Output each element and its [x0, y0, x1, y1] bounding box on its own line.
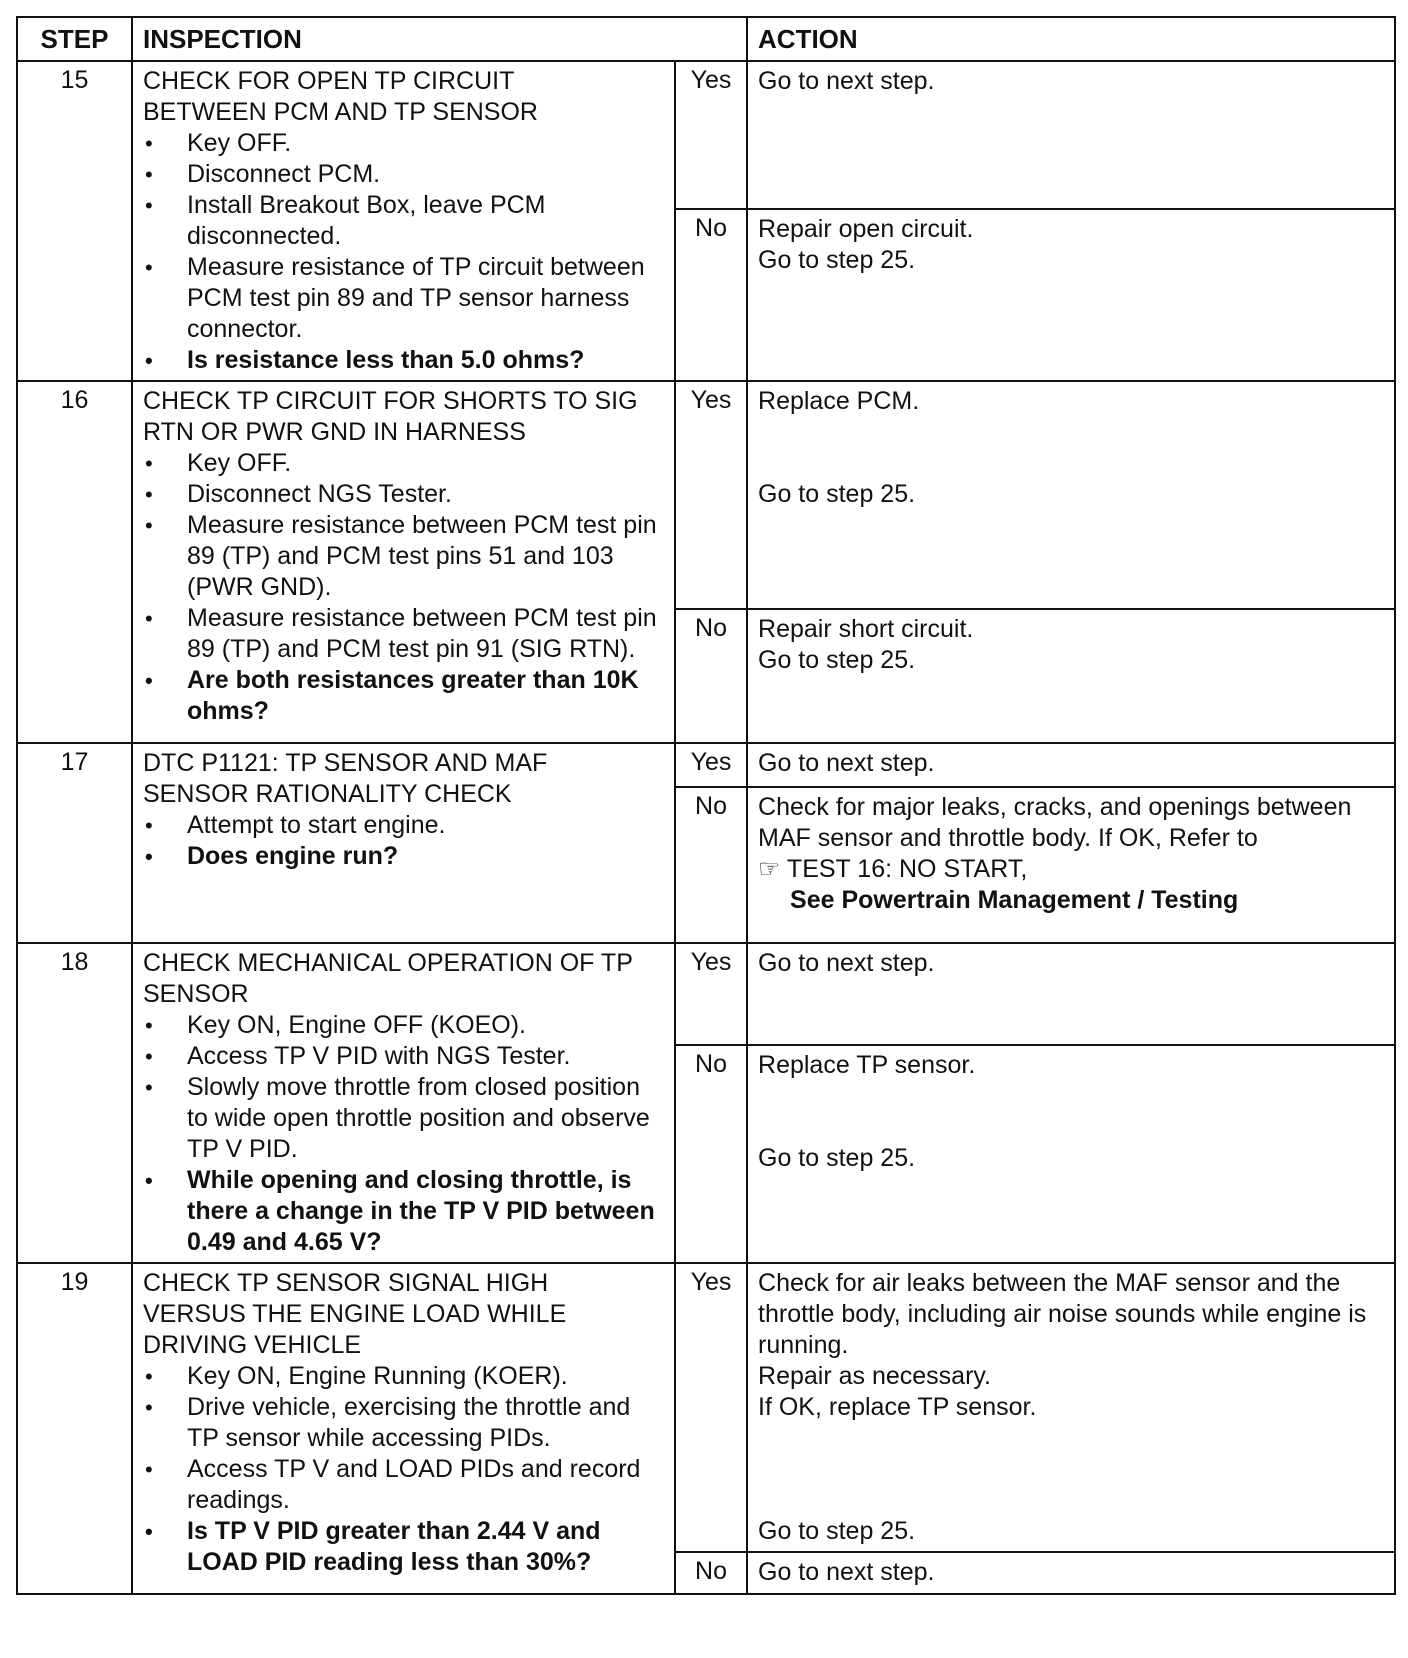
reference-bold: See Powertrain Management / Testing — [790, 886, 1239, 914]
inspection-title: CHECK TP SENSOR SIGNAL HIGH — [143, 1269, 549, 1297]
bullet-item: • Access TP V and LOAD PIDs and record readings. — [143, 1454, 666, 1516]
bullet-item: • Key ON, Engine OFF (KOEO). — [143, 1010, 666, 1041]
spacer — [758, 1485, 1386, 1516]
step-16-yes-row — [17, 381, 1395, 609]
yes-label: Yes — [675, 1263, 747, 1552]
yes-action-cell — [747, 943, 1395, 1045]
no-label: No — [675, 1552, 747, 1594]
bullet-question: • Does engine run? — [143, 841, 666, 872]
action-line: Go to next step. — [758, 67, 935, 95]
bullet-question: • Are both resistances greater than 10K ohms? — [143, 665, 666, 727]
spacer — [758, 1454, 1386, 1485]
bullet-question: • Is resistance less than 5.0 ohms? — [143, 345, 666, 376]
bullet-item: • Disconnect PCM. — [143, 159, 666, 190]
action-line: Repair as necessary. — [758, 1362, 991, 1390]
action-line: Go to step 25. — [758, 245, 916, 274]
yes-action-cell — [747, 61, 1395, 209]
yes-label: Yes — [675, 743, 747, 787]
bullet-item: • Disconnect NGS Tester. — [143, 479, 666, 510]
no-label: No — [675, 209, 747, 381]
bullet-item: • Measure resistance between PCM test pin 89 (TP) and PCM test pins 51 and 103 (PWR GND). — [143, 510, 666, 603]
table-header-row — [17, 17, 1395, 61]
step-18-yes-row — [17, 943, 1395, 1045]
bullet-item: • Install Breakout Box, leave PCM disconnected. — [143, 190, 666, 252]
no-label: No — [675, 609, 747, 743]
inspection-title: SENSOR — [143, 980, 249, 1008]
bullet-list — [143, 128, 666, 376]
inspection-title: DTC P1121: TP SENSOR AND MAF — [143, 749, 548, 777]
yes-label: Yes — [675, 943, 747, 1045]
bullet-question: • Is TP V PID greater than 2.44 V and LOAD PID reading less than 30%? — [143, 1516, 666, 1578]
bullet-item: • Measure resistance of TP circuit between PCM test pin 89 and TP sensor harness connector. — [143, 252, 666, 345]
action-line: Go to step 25. — [758, 646, 916, 674]
inspection-title: CHECK TP CIRCUIT FOR SHORTS TO SIG — [143, 387, 638, 415]
no-action-cell — [747, 1045, 1395, 1263]
bullet-item: • Key OFF. — [143, 128, 666, 159]
inspection-title: CHECK MECHANICAL OPERATION OF TP — [143, 949, 633, 977]
inspection-cell — [132, 61, 675, 381]
action-line: Check for major leaks, cracks, and openings between MAF sensor and throttle body. If OK, Refer to — [758, 793, 1352, 852]
inspection-title: BETWEEN PCM AND TP SENSOR — [143, 98, 538, 126]
spacer — [758, 448, 1386, 479]
step-17-yes-row — [17, 743, 1395, 787]
inspection-title: VERSUS THE ENGINE LOAD WHILE — [143, 1300, 567, 1328]
inspection-cell — [132, 743, 675, 943]
yes-label: Yes — [675, 381, 747, 609]
step-19-yes-row — [17, 1263, 1395, 1552]
inspection-cell — [132, 381, 675, 743]
action-line: Go to step 25. — [758, 480, 916, 508]
bullet-item: • Key OFF. — [143, 448, 666, 479]
header-step: STEP — [17, 17, 132, 61]
step-number: 19 — [17, 1263, 132, 1594]
action-line: Replace TP sensor. — [758, 1050, 976, 1079]
bullet-question: • While opening and closing throttle, is there a change in the TP V PID between 0.49 and 4.65 V? — [143, 1165, 666, 1258]
diagnostic-table — [16, 16, 1396, 1595]
header-action: ACTION — [747, 17, 1395, 61]
step-number: 18 — [17, 943, 132, 1263]
no-action-cell — [747, 609, 1395, 743]
inspection-cell — [132, 943, 675, 1263]
no-label: No — [675, 1045, 747, 1263]
spacer — [758, 1112, 1386, 1143]
action-line: Repair short circuit. — [758, 615, 974, 643]
bullet-item: • Access TP V PID with NGS Tester. — [143, 1041, 666, 1072]
no-action-cell — [747, 787, 1395, 943]
yes-action-cell — [747, 743, 1395, 787]
bullet-list — [143, 1010, 666, 1258]
action-line: Go to step 25. — [758, 1143, 916, 1172]
action-line: Replace PCM. — [758, 387, 920, 415]
action-line: Go to next step. — [758, 749, 935, 777]
yes-action-cell — [747, 381, 1395, 609]
inspection-title: SENSOR RATIONALITY CHECK — [143, 780, 512, 808]
inspection-title: RTN OR PWR GND IN HARNESS — [143, 418, 526, 446]
bullet-list — [143, 1361, 666, 1578]
spacer — [758, 1423, 1386, 1454]
reference-link[interactable]: ☞ TEST 16: NO START, — [758, 855, 1028, 883]
yes-action-cell — [747, 1263, 1395, 1552]
bullet-item: • Attempt to start engine. — [143, 810, 666, 841]
bullet-item: • Drive vehicle, exercising the throttle and TP sensor while accessing PIDs. — [143, 1392, 666, 1454]
inspection-title: CHECK FOR OPEN TP CIRCUIT — [143, 67, 515, 95]
step-number: 16 — [17, 381, 132, 743]
bullet-list — [143, 810, 666, 872]
step-15-yes-row — [17, 61, 1395, 209]
bullet-item: • Slowly move throttle from closed position to wide open throttle position and observe TP V PID. — [143, 1072, 666, 1165]
action-line: Check for air leaks between the MAF sensor and the throttle body, including air noise sounds while engine is running. — [758, 1269, 1367, 1359]
spacer — [758, 1081, 1386, 1112]
bullet-item: • Key ON, Engine Running (KOER). — [143, 1361, 666, 1392]
action-line: If OK, replace TP sensor. — [758, 1393, 1037, 1421]
spacer — [758, 417, 1386, 448]
no-label: No — [675, 787, 747, 943]
action-line: Repair open circuit. — [758, 214, 974, 243]
yes-label: Yes — [675, 61, 747, 209]
header-inspection: INSPECTION — [132, 17, 747, 61]
bullet-item: • Measure resistance between PCM test pin 89 (TP) and PCM test pin 91 (SIG RTN). — [143, 603, 666, 665]
action-line: Go to next step. — [758, 949, 935, 977]
inspection-cell — [132, 1263, 675, 1594]
action-line: Go to next step. — [758, 1558, 935, 1586]
step-number: 17 — [17, 743, 132, 943]
bullet-list — [143, 448, 666, 727]
inspection-title: DRIVING VEHICLE — [143, 1331, 362, 1359]
step-number: 15 — [17, 61, 132, 381]
no-action-cell — [747, 209, 1395, 381]
no-action-cell — [747, 1552, 1395, 1594]
diagnostic-table-page — [16, 16, 1394, 1595]
action-line: Go to step 25. — [758, 1517, 916, 1545]
